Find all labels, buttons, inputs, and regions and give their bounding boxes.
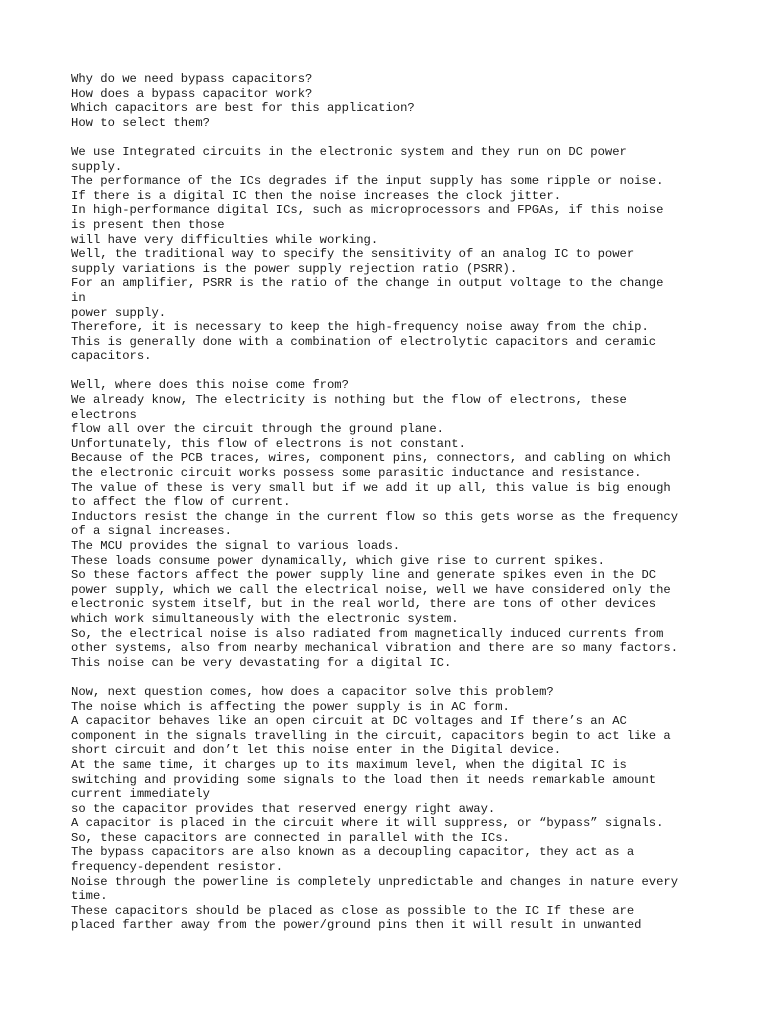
text-line: Why do we need bypass capacitors?: [71, 72, 313, 86]
text-line: So, these capacitors are connected in parallel with the ICs.: [71, 830, 510, 845]
text-line: The MCU provides the signal to various loads.: [71, 539, 401, 553]
document-page: [71, 72, 711, 933]
text-line: The performance of the ICs degrades if the input supply has some ripple or noise.: [71, 174, 664, 189]
text-line: These capacitors should be placed as close as possible to the IC If these are: [71, 903, 635, 918]
text-line: How to select them?: [71, 115, 210, 130]
paragraph-noise-source: [71, 378, 711, 670]
text-line: is present then those: [71, 217, 225, 232]
text-line: placed farther away from the power/ground pins then it will result in unwanted: [71, 918, 642, 933]
text-line: We use Integrated circuits in the electronic system and they run on DC power: [71, 144, 627, 159]
text-line: So, the electrical noise is also radiated from magnetically induced currents from: [71, 626, 664, 641]
text-line: which work simultaneously with the electronic system.: [71, 611, 459, 626]
text-line: At the same time, it charges up to its maximum level, when the digital IC is: [71, 757, 627, 772]
paragraph-intro: [71, 145, 711, 364]
text-line: This noise can be very devastating for a digital IC.: [71, 655, 452, 670]
text-line: electrons: [71, 407, 137, 422]
text-line: power supply, which we call the electrical noise, well we have considered only the: [71, 582, 671, 597]
text-line: These loads consume power dynamically, which give rise to current spikes.: [71, 553, 605, 568]
text-line: so the capacitor provides that reserved energy right away.: [71, 801, 496, 816]
text-line: We already know, The electricity is nothing but the flow of electrons, these: [71, 393, 627, 408]
text-line: Inductors resist the change in the current flow so this gets worse as the frequency: [71, 509, 679, 524]
text-line: will have very difficulties while working.: [71, 232, 379, 247]
text-line: to affect the flow of current.: [71, 495, 291, 510]
text-line: the electronic circuit works possess some parasitic inductance and resistance.: [71, 466, 642, 481]
text-line: supply variations is the power supply rejection ratio (PSRR).: [71, 261, 518, 276]
text-line: component in the signals travelling in the circuit, capacitors begin to act like a: [71, 728, 671, 743]
text-line: Well, the traditional way to specify the sensitivity of an analog IC to power: [71, 247, 635, 262]
text-line: For an amplifier, PSRR is the ratio of the change in output voltage to the change: [71, 276, 664, 291]
text-line: If there is a digital IC then the noise increases the clock jitter.: [71, 188, 562, 203]
text-line: Noise through the powerline is completely unpredictable and changes in nature every: [71, 874, 679, 889]
text-line: switching and providing some signals to the load then it needs remarkable amount: [71, 772, 657, 787]
text-line: The value of these is very small but if we add it up all, this value is big enough: [71, 480, 671, 495]
text-line: How does a bypass capacitor work?: [71, 86, 313, 101]
text-line: supply.: [71, 159, 123, 174]
text-line: The noise which is affecting the power supply is in AC form.: [71, 699, 510, 714]
text-line: Well, where does this noise come from?: [71, 378, 349, 393]
text-line: short circuit and don’t let this noise enter in the Digital device.: [71, 743, 562, 758]
text-line: current immediately: [71, 787, 210, 802]
text-line: This is generally done with a combination of electrolytic capacitors and ceramic: [71, 334, 657, 349]
text-line: So these factors affect the power supply line and generate spikes even in the DC: [71, 568, 657, 583]
text-line: power supply.: [71, 305, 167, 320]
text-line: Which capacitors are best for this application?: [71, 101, 415, 116]
text-line: capacitors.: [71, 349, 152, 364]
text-line: Now, next question comes, how does a capacitor solve this problem?: [71, 684, 554, 699]
text-line: Because of the PCB traces, wires, component pins, connectors, and cabling on which: [71, 451, 671, 466]
text-line: frequency-dependent resistor.: [71, 860, 284, 875]
paragraph-capacitor-solution: [71, 685, 711, 933]
text-line: electronic system itself, but in the real world, there are tons of other devices: [71, 597, 657, 612]
text-line: A capacitor is placed in the circuit where it will suppress, or “bypass” signals.: [71, 816, 664, 831]
text-line: of a signal increases.: [71, 524, 232, 539]
text-line: time.: [71, 889, 108, 904]
text-line: other systems, also from nearby mechanical vibration and there are so many factors.: [71, 641, 679, 656]
text-line: In high-performance digital ICs, such as microprocessors and FPGAs, if this noise: [71, 203, 664, 218]
text-line: A capacitor behaves like an open circuit at DC voltages and If there’s an AC: [71, 714, 627, 729]
text-line: flow all over the circuit through the ground plane.: [71, 422, 444, 437]
text-line: Therefore, it is necessary to keep the high-frequency noise away from the chip.: [71, 320, 649, 335]
text-line: The bypass capacitors are also known as a decoupling capacitor, they act as a: [71, 845, 635, 860]
text-line: in: [71, 290, 86, 305]
text-line: Unfortunately, this flow of electrons is not constant.: [71, 436, 466, 451]
paragraph-questions: [71, 72, 711, 130]
